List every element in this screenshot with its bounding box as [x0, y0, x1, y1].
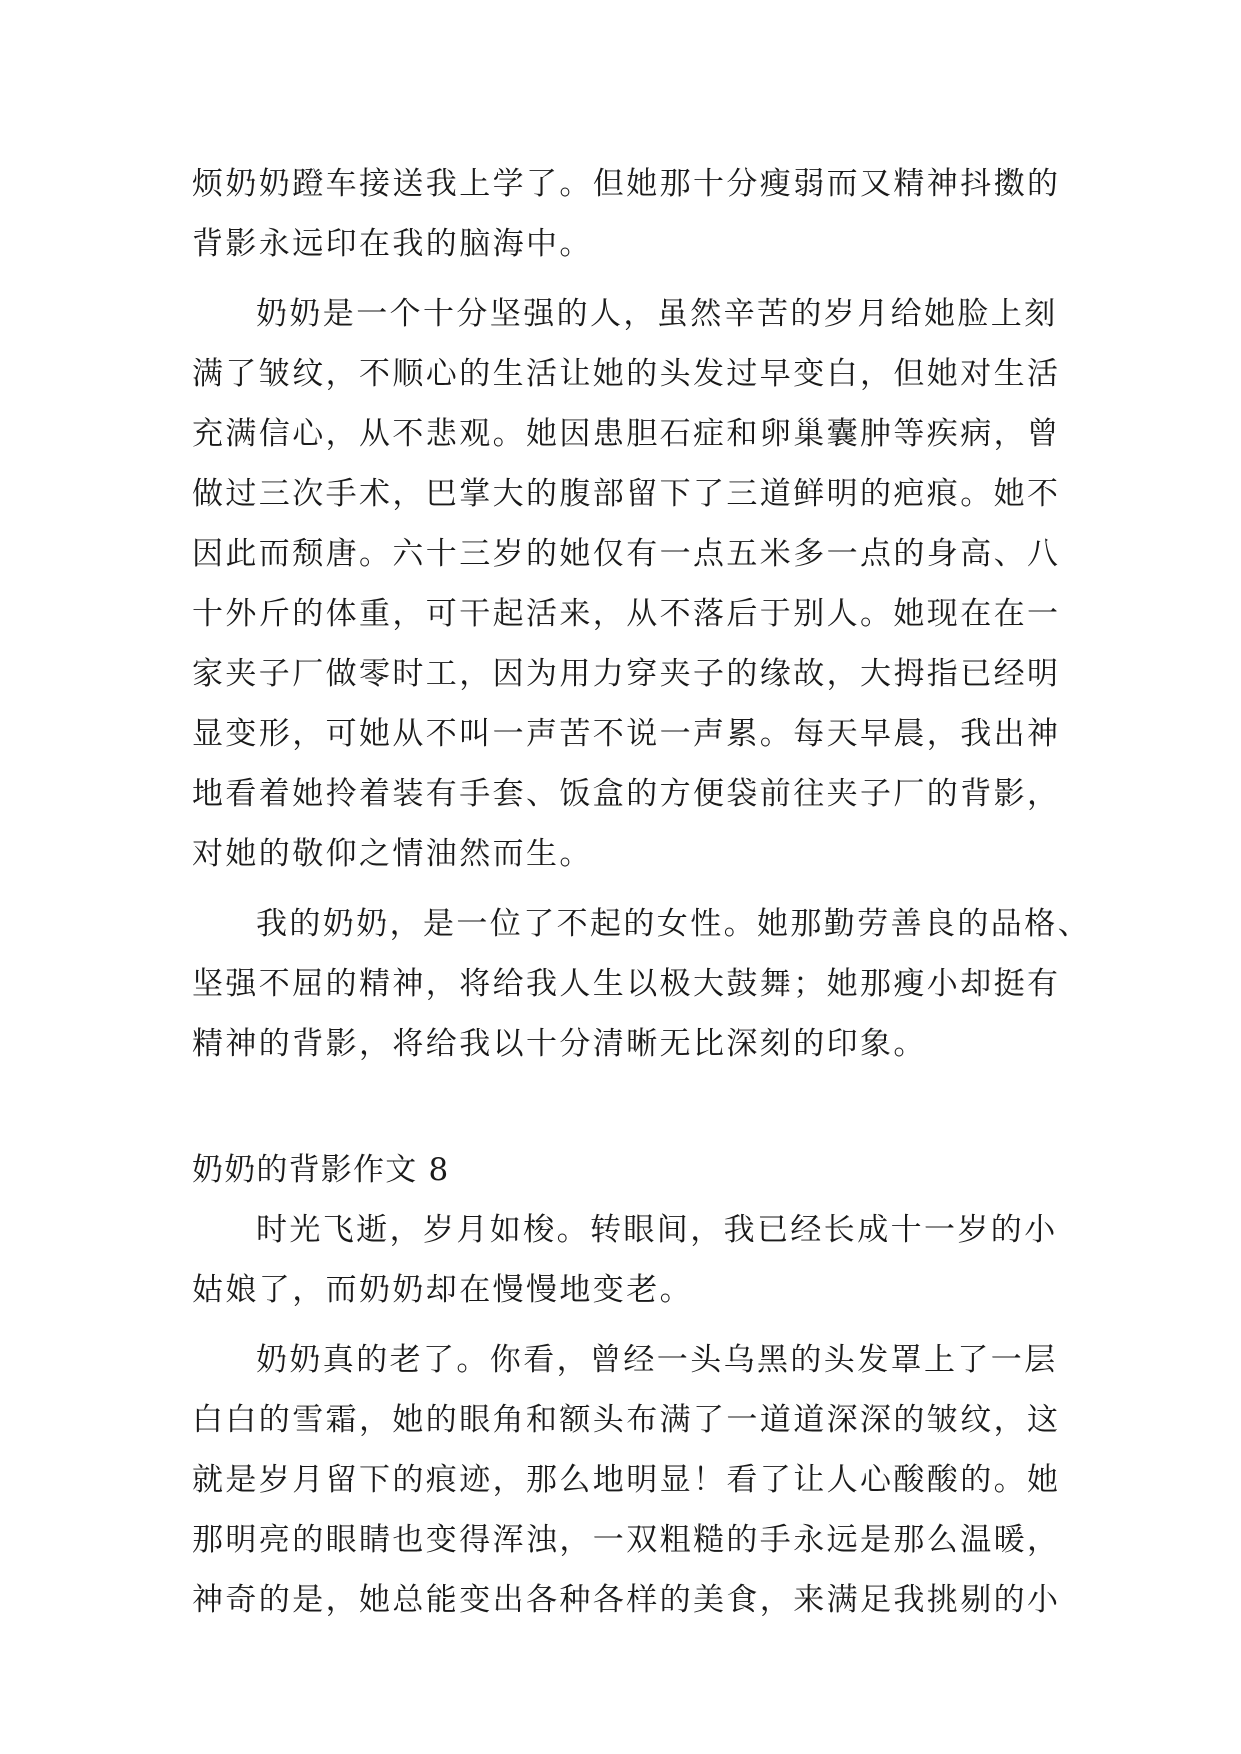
text-line: 奶奶真的老了。你看，曾经一头乌黑的头发罩上了一层	[256, 1342, 1058, 1378]
text-line: 因此而颓唐。六十三岁的她仅有一点五米多一点的身高、八	[192, 536, 1061, 572]
text-line: 坚强不屈的精神，将给我人生以极大鼓舞；她那瘦小却挺有	[192, 966, 1061, 1002]
text-line: 那明亮的眼睛也变得浑浊，一双粗糙的手永远是那么温暖，	[192, 1522, 1061, 1558]
text-line: 精神的背影，将给我以十分清晰无比深刻的印象。	[192, 1026, 927, 1062]
text-line: 烦奶奶蹬车接送我上学了。但她那十分瘦弱而又精神抖擞的	[192, 166, 1061, 202]
text-line: 背影永远印在我的脑海中。	[192, 226, 593, 262]
text-line: 神奇的是，她总能变出各种各样的美食，来满足我挑剔的小	[192, 1582, 1061, 1618]
document-page	[192, 154, 1091, 1630]
text-line: 满了皱纹，不顺心的生活让她的头发过早变白，但她对生活	[192, 356, 1061, 392]
text-line: 十外斤的体重，可干起活来，从不落后于别人。她现在在一	[192, 596, 1061, 632]
section-title: 奶奶的背影作文 8	[192, 1152, 450, 1188]
paragraph	[192, 1200, 1058, 1320]
text-line: 奶奶是一个十分坚强的人，虽然辛苦的岁月给她脸上刻	[256, 296, 1058, 332]
paragraph	[192, 284, 1061, 884]
text-line: 我的奶奶，是一位了不起的女性。她那勤劳善良的品格、	[256, 906, 1091, 942]
text-line: 对她的敬仰之情油然而生。	[192, 836, 593, 872]
text-line: 地看着她拎着装有手套、饭盒的方便袋前往夹子厂的背影，	[192, 776, 1061, 812]
text-line: 白白的雪霜，她的眼角和额头布满了一道道深深的皱纹，这	[192, 1402, 1061, 1438]
text-line: 就是岁月留下的痕迹，那么地明显！看了让人心酸酸的。她	[192, 1462, 1061, 1498]
paragraph	[192, 894, 1091, 1074]
text-line: 充满信心，从不悲观。她因患胆石症和卵巢囊肿等疾病，曾	[192, 416, 1061, 452]
paragraph	[192, 154, 1061, 274]
text-line: 时光飞逝，岁月如梭。转眼间，我已经长成十一岁的小	[256, 1212, 1058, 1248]
text-line: 姑娘了，而奶奶却在慢慢地变老。	[192, 1272, 693, 1308]
text-line: 做过三次手术，巴掌大的腹部留下了三道鲜明的疤痕。她不	[192, 476, 1061, 512]
paragraph	[192, 1330, 1061, 1630]
text-line: 家夹子厂做零时工，因为用力穿夹子的缘故，大拇指已经明	[192, 656, 1061, 692]
text-line: 显变形，可她从不叫一声苦不说一声累。每天早晨，我出神	[192, 716, 1061, 752]
